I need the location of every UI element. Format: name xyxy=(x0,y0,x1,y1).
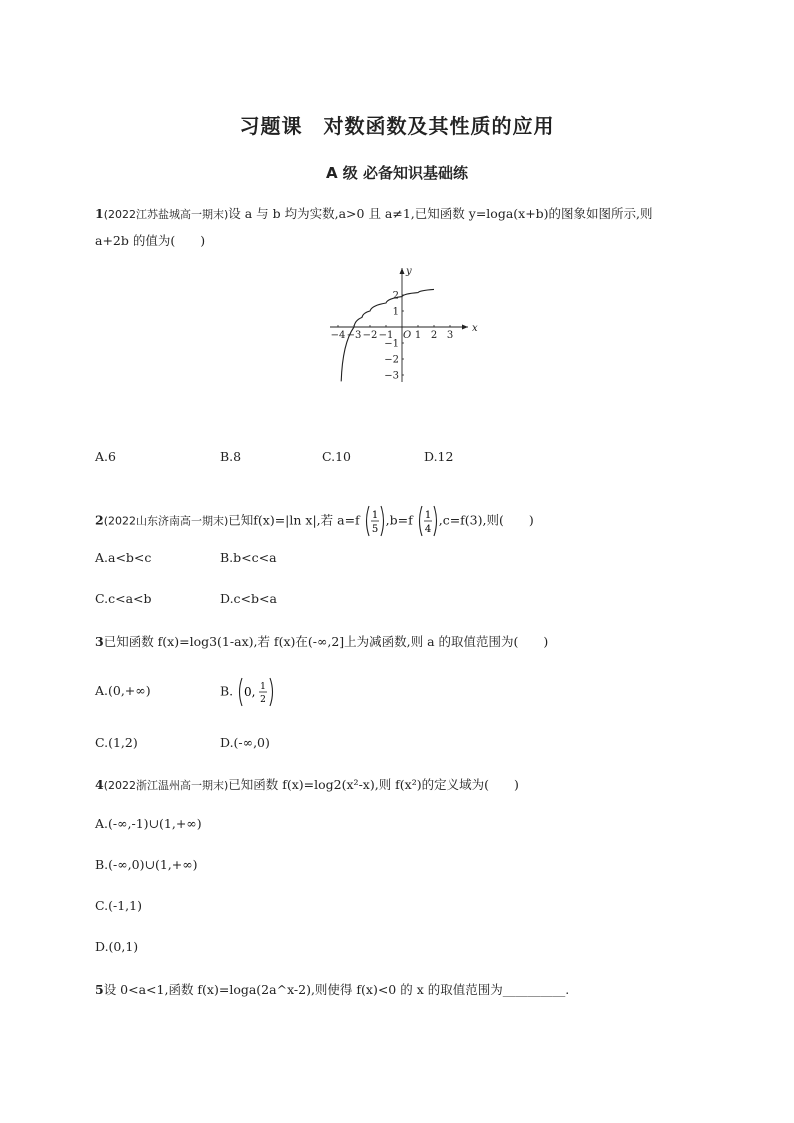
question-text: 已知函数 f(x)=log3(1-ax),若 f(x)在(-∞,2]上为减函数,则 a 的取值范围为( ) xyxy=(103,634,549,649)
option-c[interactable]: C.(-1,1) xyxy=(95,898,142,913)
fraction-numerator: 1 xyxy=(260,682,267,692)
function-graph xyxy=(322,262,482,387)
question-3-stem xyxy=(95,632,548,650)
option-a[interactable]: A.6 xyxy=(95,449,116,464)
question-1-stem xyxy=(95,204,653,222)
y-tick-label: −2 xyxy=(384,354,399,366)
x-tick-label: −3 xyxy=(346,330,362,341)
y-axis-arrow xyxy=(400,268,405,274)
question-source: (2022浙江温州高一期末) xyxy=(103,779,229,792)
question-source: (2022江苏盐城高一期末) xyxy=(103,208,229,221)
question-text-a: 已知f(x)=|ln x|,若 a=f xyxy=(228,512,360,528)
interval-zero-half xyxy=(237,676,277,708)
question-text-c: ,c=f(3),则( ) xyxy=(438,512,534,528)
question-5-stem xyxy=(95,980,569,998)
fraction-numerator: 1 xyxy=(371,510,378,521)
question-text: 已知函数 f(x)=log2(x²-x),则 f(x²)的定义域为( ) xyxy=(228,777,519,792)
question-2-stem xyxy=(95,504,534,538)
option-b-label: B. xyxy=(220,683,234,699)
option-d[interactable]: D.(-∞,0) xyxy=(220,735,270,750)
question-source: (2022山东济南高一期末) xyxy=(103,514,229,528)
option-b[interactable] xyxy=(220,676,277,708)
y-tick-label: −3 xyxy=(384,370,399,382)
x-tick-label: −4 xyxy=(330,330,346,341)
option-c[interactable]: C.10 xyxy=(322,449,351,464)
y-tick-label: 1 xyxy=(392,306,399,318)
question-text: 设 a 与 b 均为实数,a>0 且 a≠1,已知函数 y=loga(x+b)的图象如图所示,则 xyxy=(228,206,653,221)
option-a[interactable]: A.a<b<c xyxy=(95,550,152,565)
page-title: 习题课 对数函数及其性质的应用 xyxy=(239,114,555,138)
question-4-stem xyxy=(95,775,519,793)
option-d[interactable]: D.12 xyxy=(424,449,454,464)
question-number: 2 xyxy=(95,512,104,528)
x-tick-label: −1 xyxy=(378,330,394,341)
option-b[interactable]: B.8 xyxy=(220,449,242,464)
fraction-one-fifth xyxy=(364,504,386,538)
fraction-denominator: 4 xyxy=(424,524,431,535)
x-tick-label: 2 xyxy=(430,330,438,341)
question-text: 设 0<a<1,函数 f(x)=loga(2a^x-2),则使得 f(x)<0 的 x 的取值范围为__________. xyxy=(103,982,570,997)
fraction-numerator: 1 xyxy=(424,510,431,521)
option-c[interactable]: C.c<a<b xyxy=(95,591,152,606)
x-tick-label: 1 xyxy=(414,330,422,341)
section-title: A 级 必备知识基础练 xyxy=(325,164,469,182)
y-axis-label: y xyxy=(406,266,412,277)
fraction-denominator: 2 xyxy=(260,695,267,705)
question-number: 5 xyxy=(95,982,104,997)
option-d[interactable]: D.c<b<a xyxy=(220,591,277,606)
fraction-denominator: 5 xyxy=(371,524,378,535)
origin-label: O xyxy=(403,330,412,341)
option-a[interactable]: A.(-∞,-1)∪(1,+∞) xyxy=(95,816,202,831)
question-number: 4 xyxy=(95,777,104,792)
option-b[interactable]: B.(-∞,0)∪(1,+∞) xyxy=(95,857,198,872)
question-1-stem-2: a+2b 的值为( ) xyxy=(95,233,206,248)
option-a[interactable]: A.(0,+∞) xyxy=(95,683,151,698)
interval-left: 0, xyxy=(244,685,256,699)
x-tick-label: −2 xyxy=(362,330,378,341)
option-c[interactable]: C.(1,2) xyxy=(95,735,138,750)
y-tick-label: 2 xyxy=(392,290,399,302)
x-axis-arrow xyxy=(462,325,468,330)
option-b[interactable]: B.b<c<a xyxy=(220,550,277,565)
fraction-one-fourth xyxy=(417,504,439,538)
question-number: 3 xyxy=(95,634,104,649)
question-text-b: ,b=f xyxy=(385,512,413,528)
x-tick-label: 3 xyxy=(446,330,454,341)
option-d[interactable]: D.(0,1) xyxy=(95,939,139,954)
x-axis-label: x xyxy=(472,323,478,334)
graph-layer xyxy=(330,266,478,382)
y-tick-label: −1 xyxy=(384,338,399,350)
question-number: 1 xyxy=(95,206,104,221)
